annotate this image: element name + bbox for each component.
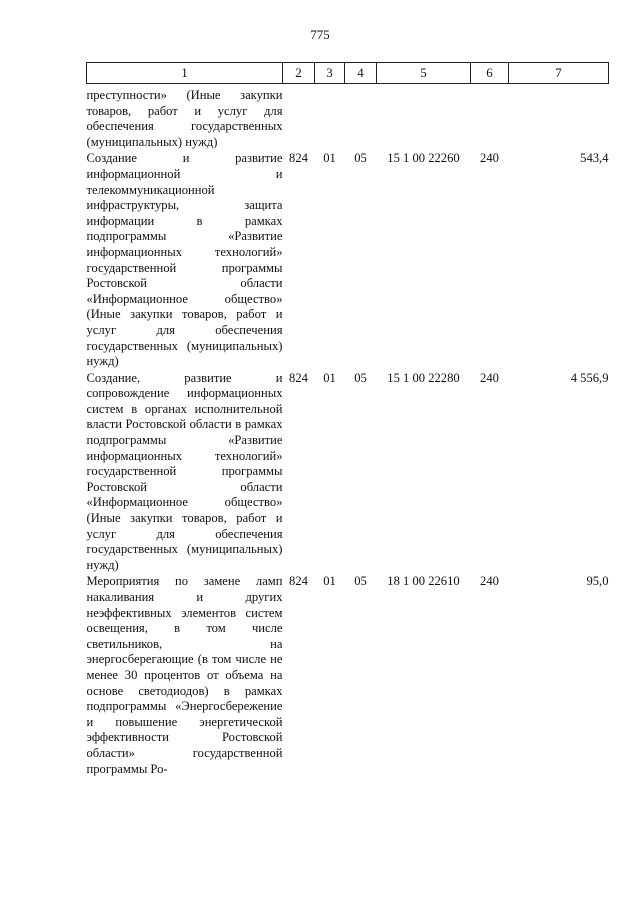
- row-target-article: 18 1 00 22610: [387, 574, 460, 589]
- row-section: 01: [323, 574, 336, 589]
- table-header-row: [87, 63, 609, 84]
- row-target-article: 15 1 00 22260: [387, 151, 460, 166]
- row-ministry: 824: [289, 574, 308, 589]
- row-description: Мероприятия по замене ламп накаливания и других неэффективных элементов систем освещения, в том числе светильников, на энергосберегающие (в том числе не менее 30 процентов от объема на основе светодиодов) в рамках подпрограммы «Энергосбережение и повышение энергетической эффективности Ростовской области» государственной программы Ро-: [86, 574, 283, 776]
- row-description: Создание, развитие и сопровождение информационных систем в органах исполнительной власти Ростовской области в рамках подпрограммы «Развитие информационных технологий» государственной программы Ростовской области «Информационное общество» (Иные закупки товаров, работ и услуг для обеспечения государственных (муниципальных) нужд): [86, 370, 283, 572]
- page-number: 775: [310, 27, 330, 42]
- row-ministry: 824: [289, 370, 308, 385]
- row-section: 01: [323, 151, 336, 166]
- row-expense-type: 240: [480, 370, 499, 385]
- table-row: [87, 84, 609, 151]
- header-col-4: 4: [345, 63, 377, 84]
- row-subsection: [345, 84, 377, 151]
- header-col-5: 5: [377, 63, 471, 84]
- row-amount: 95,0: [586, 574, 609, 589]
- header-col-1: 1: [87, 63, 283, 84]
- row-expense-type: 240: [480, 574, 499, 589]
- row-target-article: [377, 84, 471, 151]
- row-ministry: [283, 84, 315, 151]
- row-expense-type: [471, 84, 509, 151]
- table-row: [87, 150, 609, 369]
- row-subsection: 05: [354, 151, 367, 166]
- row-subsection: 05: [354, 574, 367, 589]
- row-description: Создание и развитие информационной и телекоммуникационной инфраструктуры, защита информации в рамках подпрограммы «Развитие информационных технологий» государственной программы Ростовской области «Информационное общество» (Иные закупки товаров, работ и услуг для обеспечения государственных (муниципальных) нужд): [86, 151, 283, 369]
- row-expense-type: 240: [480, 151, 499, 166]
- budget-table: [86, 62, 609, 777]
- row-target-article: 15 1 00 22280: [387, 370, 460, 385]
- row-subsection: 05: [354, 370, 367, 385]
- row-amount: 543,4: [580, 151, 609, 166]
- row-section: [315, 84, 345, 151]
- row-description: преступности» (Иные закупки товаров, работ и услуг для обеспечения государственных (муниципальных) нужд): [86, 88, 283, 149]
- row-ministry: 824: [289, 151, 308, 166]
- table-row: [87, 573, 609, 777]
- header-col-2: 2: [283, 63, 315, 84]
- header-col-6: 6: [471, 63, 509, 84]
- row-section: 01: [323, 370, 336, 385]
- header-col-3: 3: [315, 63, 345, 84]
- table-row: [87, 370, 609, 574]
- header-col-7: 7: [509, 63, 609, 84]
- row-amount: [509, 84, 609, 151]
- row-amount: 4 556,9: [570, 370, 609, 385]
